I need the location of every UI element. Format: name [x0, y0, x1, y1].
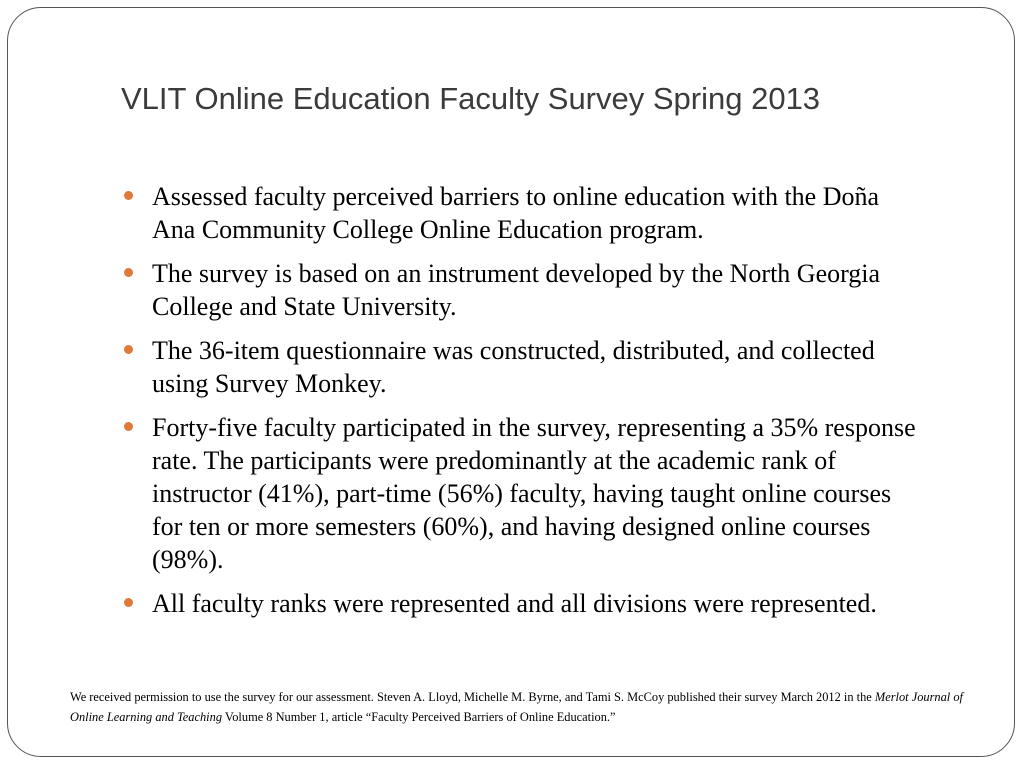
bullet-icon	[124, 422, 133, 431]
bullet-list	[124, 180, 924, 631]
bullet-text: The survey is based on an instrument developed by the North Georgia College and State University.	[152, 259, 881, 321]
bullet-text: Forty-five faculty participated in the survey, representing a 35% response rate. The participants were predominantly at the academic rank of instructor (41%), part-time (56%) faculty, having taught online courses for ten or more semesters (60%), and having designed online courses (98%).	[152, 413, 916, 574]
bullet-text: The 36-item questionnaire was constructed, distributed, and collected using Survey Monkey.	[152, 336, 875, 398]
journal-title: Merlot Journal of Online Learning and Teaching	[70, 690, 963, 724]
citation-footnote	[70, 687, 970, 727]
bullet-item	[124, 180, 924, 246]
bullet-item	[124, 257, 924, 323]
bullet-icon	[124, 268, 133, 277]
bullet-text: All faculty ranks were represented and all divisions were represented.	[152, 589, 877, 618]
footnote-text: We received permission to use the survey for our assessment. Steven A. Lloyd, Michelle M. Byrne, and Tami S. McCoy published their survey March 2012 in the	[70, 690, 875, 704]
bullet-icon	[124, 345, 133, 354]
bullet-text: Assessed faculty perceived barriers to online education with the Doña Ana Community College Online Education program.	[152, 182, 880, 244]
bullet-icon	[124, 191, 133, 200]
bullet-item	[124, 334, 924, 400]
slide-frame	[7, 7, 1015, 757]
bullet-item	[124, 411, 924, 576]
bullet-item	[124, 587, 924, 620]
slide-title: VLIT Online Education Faculty Survey Spring 2013	[121, 81, 821, 116]
footnote-text-end: Volume 8 Number 1, article “Faculty Perceived Barriers of Online Education.”	[222, 710, 616, 724]
bullet-icon	[124, 598, 133, 607]
